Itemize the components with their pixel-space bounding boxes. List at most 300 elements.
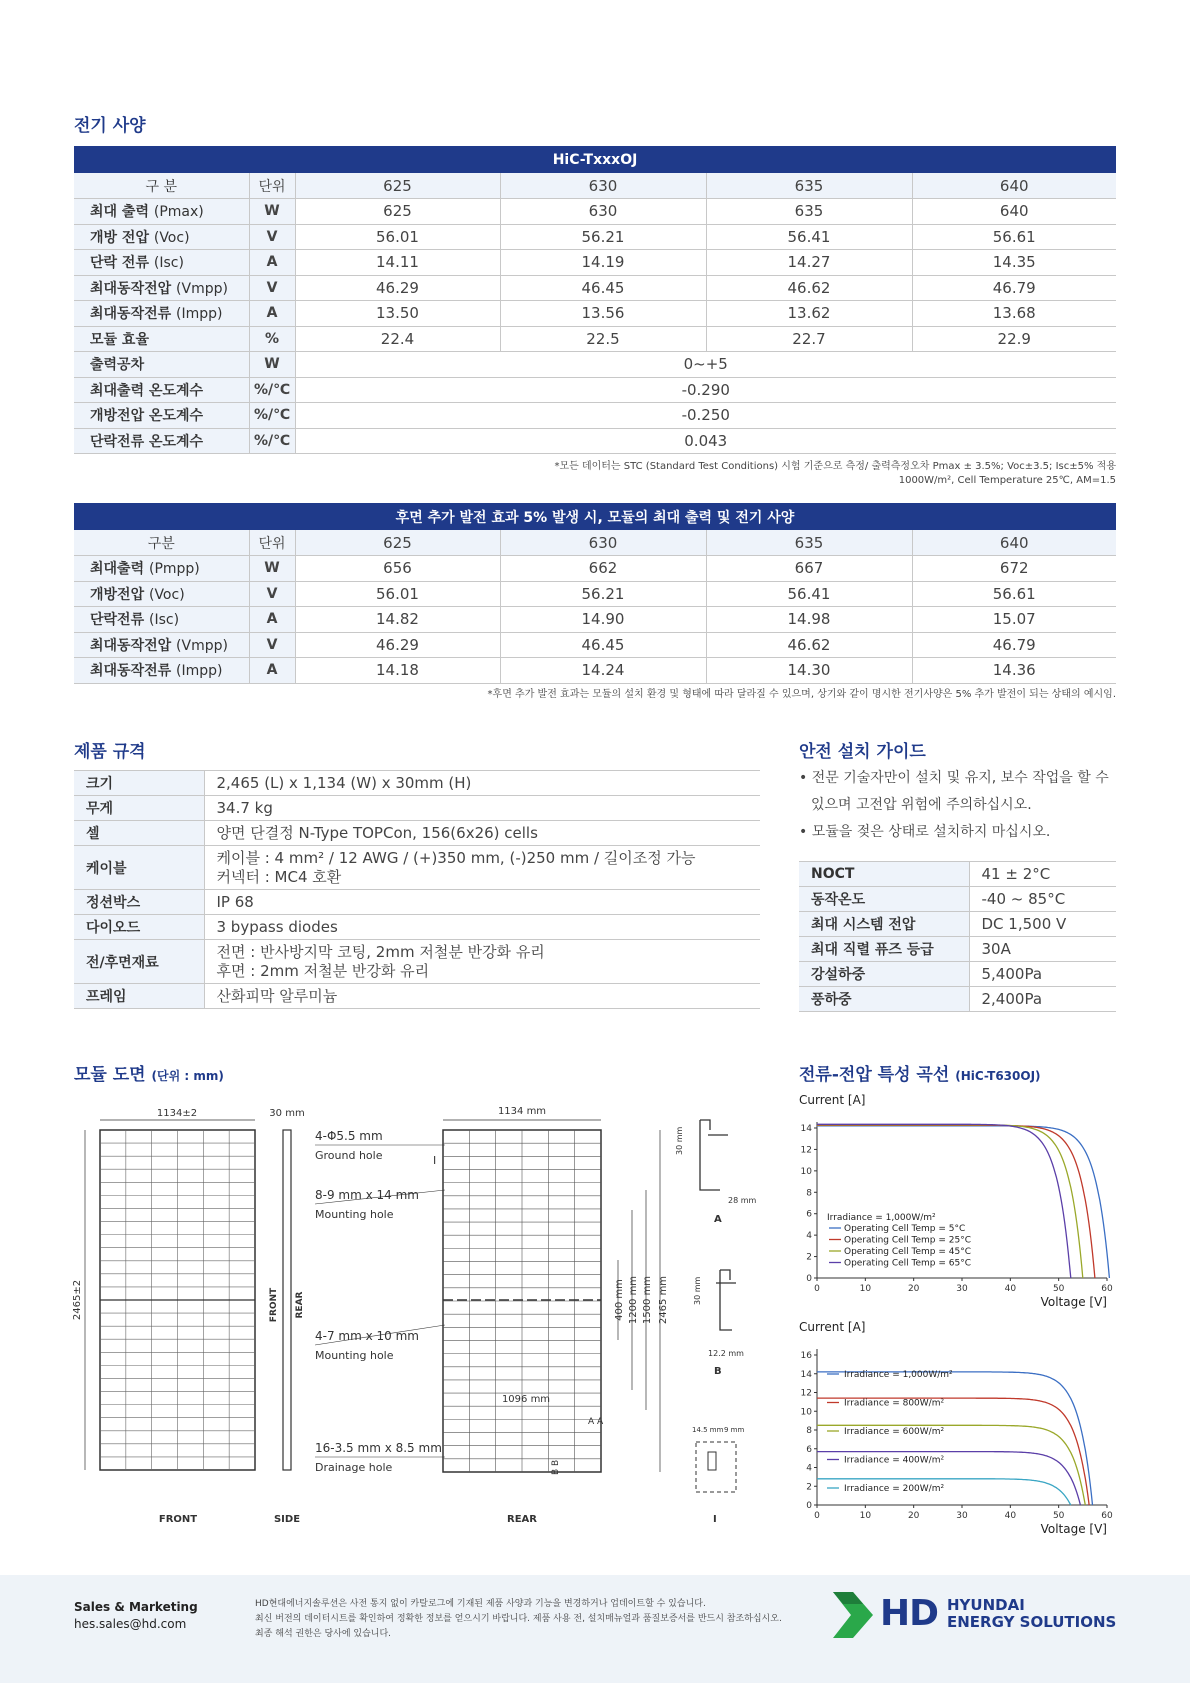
company-name xyxy=(947,1597,1116,1631)
table-cell: 14.90 xyxy=(500,607,706,633)
table-row xyxy=(74,224,1116,250)
disclaimer xyxy=(255,1597,782,1642)
table-cell: 625 xyxy=(295,199,500,225)
product-spec-table xyxy=(74,770,760,1009)
table-cell: 13.56 xyxy=(500,301,706,327)
front-caption: FRONT xyxy=(158,1514,198,1525)
table-cell: 14.11 xyxy=(295,250,500,276)
row-label-sub: (Impp) xyxy=(176,306,223,323)
mark-aa: A A xyxy=(588,1417,604,1427)
spec-key: 전/후면재료 xyxy=(74,940,204,984)
y-tick-label: 4 xyxy=(806,1463,812,1474)
y-tick-label: 12 xyxy=(800,1145,812,1156)
row-label: 최대출력 온도계수 xyxy=(74,377,249,403)
y-tick-label: 8 xyxy=(806,1188,812,1199)
table-cell: 22.5 xyxy=(500,326,706,352)
y-tick-label: 2 xyxy=(806,1252,812,1263)
table-header-row xyxy=(74,530,1116,556)
note-line: 1000W/m², Cell Temperature 25℃, AM=1.5 xyxy=(898,475,1116,486)
row-label-text: 단락 전류 xyxy=(90,255,149,272)
row-label: 개방전압 온도계수 xyxy=(74,403,249,429)
legend-item: Irradiance = 1,000W/m² xyxy=(844,1370,953,1380)
front-height-label: 2465±2 xyxy=(72,1279,83,1321)
table-cell: 14.30 xyxy=(706,658,912,684)
row-label-text: 최대동작전류 xyxy=(90,306,172,323)
chart-xlabel: Voltage [V] xyxy=(1040,1295,1107,1309)
hole2-name: Mounting hole xyxy=(315,1208,394,1221)
spec-value: -40 ~ 85°C xyxy=(969,887,1116,912)
table-cell: 46.29 xyxy=(295,275,500,301)
spec-value-line: 양면 단결정 N-Type TOPCon, 156(6x26) cells xyxy=(216,823,538,842)
x-tick-label: 40 xyxy=(1004,1511,1017,1521)
frame-a-width: 28 mm xyxy=(728,1196,757,1205)
table-cell: 56.01 xyxy=(295,224,500,250)
legend-item: Operating Cell Temp = 5°C xyxy=(844,1224,966,1234)
guide-item: • 모듈을 젖은 상태로 설치하지 마십시오. xyxy=(799,824,1051,840)
iv-model: (HiC-T630OJ) xyxy=(955,1069,1041,1083)
spec-key: 프레임 xyxy=(74,984,204,1009)
spec-value-line: 후면 : 2mm 저철분 반강화 유리 xyxy=(216,961,430,980)
spec-key: NOCT xyxy=(799,862,969,887)
side-caption: SIDE xyxy=(273,1514,301,1525)
table-cell: 14.82 xyxy=(295,607,500,633)
y-tick-label: 0 xyxy=(806,1274,812,1284)
table-cell: 46.29 xyxy=(295,632,500,658)
row-label xyxy=(74,250,249,276)
table-row xyxy=(799,937,1116,962)
table-row xyxy=(74,796,760,821)
side-width-label: 30 mm xyxy=(269,1108,305,1119)
spec-value-line: 산화피막 알루미늄 xyxy=(216,986,338,1005)
chart-ylabel: Current [A] xyxy=(799,1093,866,1107)
y-tick-label: 12 xyxy=(800,1388,812,1399)
table-cell: 46.79 xyxy=(912,632,1116,658)
spec-key: 정션박스 xyxy=(74,890,204,915)
legend-item: Operating Cell Temp = 45°C xyxy=(844,1247,972,1257)
spec-value: DC 1,500 V xyxy=(969,912,1116,937)
spec-value xyxy=(204,915,760,940)
row-unit: V xyxy=(249,581,295,607)
spec-value: 30A xyxy=(969,937,1116,962)
row-unit: V xyxy=(249,224,295,250)
mark-i: I xyxy=(433,1154,437,1167)
spec-value xyxy=(204,771,760,796)
table-row xyxy=(799,887,1116,912)
table-cell: 630 xyxy=(500,199,706,225)
y-tick-label: 10 xyxy=(800,1166,812,1177)
row-label-text: 최대동작전압 xyxy=(90,280,172,297)
sales-email[interactable]: hes.sales@hd.com xyxy=(74,1617,187,1631)
dim-400: 400 mm xyxy=(614,1279,625,1321)
col-header: 635 xyxy=(706,530,912,556)
guide-text: 있으며 고전압 위험에 주의하십시오. xyxy=(811,797,1032,813)
front-width-label: 1134±2 xyxy=(156,1108,198,1119)
bifacial-header: 후면 추가 발전 효과 5% 발생 시, 모듈의 최대 출력 및 전기 사양 xyxy=(74,503,1116,530)
frame-a-height: 30 mm xyxy=(675,1126,684,1155)
note-line: *모든 데이터는 STC (Standard Test Conditions) 시험 기준으로 측정/ 출력측정오차 Pmax ± 3.5%; Voc±3.5; Isc±5% 적용 xyxy=(554,461,1116,472)
col-header: 640 xyxy=(912,173,1116,199)
row-label-text: 단락전류 xyxy=(90,612,145,629)
row-unit: %/℃ xyxy=(249,428,295,454)
col-header: 단위 xyxy=(249,530,295,556)
module-drawing xyxy=(60,1090,780,1530)
table-cell: 14.36 xyxy=(912,658,1116,684)
col-header: 625 xyxy=(295,530,500,556)
spec-value: 41 ± 2°C xyxy=(969,862,1116,887)
col-header: 구분 xyxy=(74,530,249,556)
bifacial-note: *후면 추가 발전 효과는 모듈의 설치 환경 및 형태에 따라 달라질 수 있으며, 상기와 같이 명시한 전기사양은 5% 추가 발전이 되는 상태의 예시임. xyxy=(487,689,1116,700)
row-label-sub: (Isc) xyxy=(153,255,184,272)
row-label-text: 최대 출력 xyxy=(90,204,149,221)
electrical-title: 전기 사양 xyxy=(74,116,146,136)
hole4-name: Drainage hole xyxy=(315,1461,393,1474)
legend-item: Irradiance = 600W/m² xyxy=(844,1427,945,1437)
table-cell: 13.50 xyxy=(295,301,500,327)
row-unit: V xyxy=(249,275,295,301)
table-row xyxy=(74,352,1116,378)
spec-value xyxy=(204,846,760,890)
x-tick-label: 30 xyxy=(956,1284,968,1294)
row-label-text: 최대동작전압 xyxy=(90,637,172,654)
drawing-title-text: 모듈 도면 xyxy=(74,1065,146,1085)
row-label-sub: (Isc) xyxy=(148,612,180,629)
y-tick-label: 0 xyxy=(806,1501,812,1511)
table-cell: -0.290 xyxy=(295,377,1116,403)
chart-ylabel: Current [A] xyxy=(799,1320,866,1334)
table-cell: 14.27 xyxy=(706,250,912,276)
mark-bb: B B xyxy=(551,1459,561,1475)
table-cell: 56.41 xyxy=(706,581,912,607)
side-front-label: FRONT xyxy=(269,1287,279,1323)
x-tick-label: 0 xyxy=(814,1511,820,1521)
table-cell: 667 xyxy=(706,556,912,582)
hole4-size: 16-3.5 mm x 8.5 mm xyxy=(315,1441,442,1455)
frame-b-height: 30 mm xyxy=(693,1276,702,1305)
electrical-note xyxy=(74,460,1116,488)
bifacial-spec-table xyxy=(74,503,1116,684)
x-tick-label: 30 xyxy=(956,1511,968,1521)
spec-key: 최대 직렬 퓨즈 등급 xyxy=(799,937,969,962)
table-cell: 640 xyxy=(912,199,1116,225)
table-cell: 56.01 xyxy=(295,581,500,607)
table-row xyxy=(799,912,1116,937)
table-cell: 14.98 xyxy=(706,607,912,633)
spec-value-line: 전면 : 반사방지막 코팅, 2mm 저철분 반강화 유리 xyxy=(216,942,545,961)
x-tick-label: 60 xyxy=(1101,1511,1113,1521)
table-row xyxy=(74,632,1116,658)
row-label xyxy=(74,199,249,225)
legend-title: Irradiance = 1,000W/m² xyxy=(827,1213,936,1223)
disclaimer-line: 최신 버전의 데이터시트를 확인하여 정확한 정보를 얻으시기 바랍니다. 제품 사용 전, 설치매뉴얼과 품질보증서를 반드시 참조하십시오. xyxy=(255,1614,782,1624)
table-cell: 13.68 xyxy=(912,301,1116,327)
row-unit: %/℃ xyxy=(249,403,295,429)
side-view xyxy=(269,1108,305,1525)
footer xyxy=(0,1575,1190,1683)
row-label-sub: (Impp) xyxy=(176,663,223,680)
spec-key: 풍하중 xyxy=(799,987,969,1012)
row-label-text: 개방전압 xyxy=(90,586,145,603)
table-cell: 22.7 xyxy=(706,326,912,352)
table-cell: 56.61 xyxy=(912,581,1116,607)
table-cell: 672 xyxy=(912,556,1116,582)
disclaimer-line: 최종 해석 권한은 당사에 있습니다. xyxy=(255,1629,392,1639)
table-row xyxy=(74,846,760,890)
rear-view xyxy=(433,1106,669,1525)
rear-inner-width: 1096 mm xyxy=(501,1394,551,1405)
frame-b-width: 12.2 mm xyxy=(708,1349,744,1358)
col-header: 단위 xyxy=(249,173,295,199)
table-cell: 15.07 xyxy=(912,607,1116,633)
spec-key: 다이오드 xyxy=(74,915,204,940)
table-cell: 56.41 xyxy=(706,224,912,250)
dim-1500: 1500 mm xyxy=(642,1275,653,1325)
table-cell: 46.45 xyxy=(500,632,706,658)
row-label-text: 최대출력 xyxy=(90,561,145,578)
spec-key: 최대 시스템 전압 xyxy=(799,912,969,937)
hole1-size: 4-Φ5.5 mm xyxy=(315,1129,383,1143)
table-cell: -0.250 xyxy=(295,403,1116,429)
row-label xyxy=(74,301,249,327)
table-cell: 56.21 xyxy=(500,581,706,607)
front-view xyxy=(72,1108,255,1525)
y-tick-label: 6 xyxy=(806,1209,812,1220)
side-rear-label: REAR xyxy=(295,1291,305,1319)
x-tick-label: 50 xyxy=(1052,1284,1065,1294)
table-row xyxy=(74,890,760,915)
company-line: ENERGY SOLUTIONS xyxy=(947,1613,1117,1631)
iv-chart-irradiance xyxy=(795,1315,1125,1543)
hole3-name: Mounting hole xyxy=(315,1349,394,1362)
spec-key: 케이블 xyxy=(74,846,204,890)
x-tick-label: 20 xyxy=(907,1511,920,1521)
row-label-text: 모듈 효율 xyxy=(90,331,149,348)
row-label: 출력공차 xyxy=(74,352,249,378)
row-unit: W xyxy=(249,556,295,582)
x-tick-label: 10 xyxy=(859,1284,872,1294)
spec-value-line: 34.7 kg xyxy=(216,798,273,817)
disclaimer-line: HD현대에너지솔루션은 사전 통지 없이 카탈로그에 기재된 제품 사양과 기능을 변경하거나 업데이트할 수 있습니다. xyxy=(255,1599,706,1609)
table-cell: 635 xyxy=(706,199,912,225)
spec-value xyxy=(204,821,760,846)
y-tick-label: 6 xyxy=(806,1444,812,1455)
guide-text: 전문 기술자만이 설치 및 유지, 보수 작업을 할 수 xyxy=(811,770,1109,786)
table-cell: 14.19 xyxy=(500,250,706,276)
spec-value-line: 커넥터 : MC4 호환 xyxy=(216,867,342,886)
table-row xyxy=(74,275,1116,301)
table-cell: 56.21 xyxy=(500,224,706,250)
hole1-name: Ground hole xyxy=(315,1149,383,1162)
row-unit: A xyxy=(249,301,295,327)
guide-item xyxy=(799,792,1119,819)
table-row xyxy=(74,428,1116,454)
row-label-text: 최대동작전류 xyxy=(90,663,172,680)
drawing-unit: (단위 : mm) xyxy=(151,1069,224,1083)
y-tick-label: 10 xyxy=(800,1407,812,1418)
table-cell: 662 xyxy=(500,556,706,582)
row-label xyxy=(74,607,249,633)
detail-i-h: 9 mm xyxy=(724,1426,745,1434)
rear-caption: REAR xyxy=(507,1514,537,1525)
row-unit: % xyxy=(249,326,295,352)
spec-key: 크기 xyxy=(74,771,204,796)
y-tick-label: 14 xyxy=(800,1124,812,1134)
row-unit: V xyxy=(249,632,295,658)
row-label xyxy=(74,556,249,582)
table-cell: 0.043 xyxy=(295,428,1116,454)
row-unit: W xyxy=(249,352,295,378)
frame-b-caption: B xyxy=(714,1366,722,1377)
table-header-row xyxy=(74,173,1116,199)
col-header: 630 xyxy=(500,173,706,199)
y-tick-label: 16 xyxy=(800,1351,812,1361)
spec-value-line: 케이블 : 4 mm² / 12 AWG / (+)350 mm, (-)250 mm / 길이조정 가능 xyxy=(216,848,696,867)
table-row xyxy=(74,250,1116,276)
row-label xyxy=(74,224,249,250)
frame-section-a xyxy=(675,1120,757,1225)
table-cell: 656 xyxy=(295,556,500,582)
iv-title-text: 전류-전압 특성 곡선 xyxy=(799,1065,950,1085)
safety-title: 안전 설치 가이드 xyxy=(799,742,926,762)
row-label xyxy=(74,581,249,607)
col-header: 625 xyxy=(295,173,500,199)
x-tick-label: 60 xyxy=(1101,1284,1113,1294)
table-row xyxy=(74,581,1116,607)
table-cell: 14.18 xyxy=(295,658,500,684)
table-row xyxy=(799,862,1116,887)
x-tick-label: 40 xyxy=(1004,1284,1017,1294)
x-tick-label: 0 xyxy=(814,1284,820,1294)
table-row xyxy=(799,962,1116,987)
detail-i-caption: I xyxy=(713,1514,717,1525)
table-row xyxy=(799,987,1116,1012)
detail-i-w: 14.5 mm xyxy=(692,1426,724,1434)
rear-width-label: 1134 mm xyxy=(497,1106,547,1117)
spec-value xyxy=(204,984,760,1009)
x-tick-label: 20 xyxy=(907,1284,920,1294)
spec-key: 셀 xyxy=(74,821,204,846)
table-cell: 46.62 xyxy=(706,632,912,658)
spec-value xyxy=(204,940,760,984)
hole3-size: 4-7 mm x 10 mm xyxy=(315,1329,419,1343)
y-tick-label: 14 xyxy=(800,1369,812,1380)
y-tick-label: 8 xyxy=(806,1426,812,1436)
table-cell: 0~+5 xyxy=(295,352,1116,378)
company-line: HYUNDAI xyxy=(947,1596,1025,1614)
table-cell: 46.45 xyxy=(500,275,706,301)
row-unit: %/℃ xyxy=(249,377,295,403)
table-cell: 56.61 xyxy=(912,224,1116,250)
x-tick-label: 50 xyxy=(1052,1511,1065,1521)
table-cell: 22.9 xyxy=(912,326,1116,352)
y-tick-label: 2 xyxy=(806,1482,812,1493)
spec-value-line: 3 bypass diodes xyxy=(216,917,338,936)
row-label-text: 개방 전압 xyxy=(90,229,149,246)
hd-logo-text: HD xyxy=(880,1593,939,1634)
frame-section-b xyxy=(693,1270,744,1377)
row-label xyxy=(74,632,249,658)
col-header: 640 xyxy=(912,530,1116,556)
x-tick-label: 10 xyxy=(859,1511,872,1521)
row-label: 단락전류 온도계수 xyxy=(74,428,249,454)
product-title: 제품 규격 xyxy=(74,742,146,762)
row-unit: A xyxy=(249,658,295,684)
spec-value-line: 2,465 (L) x 1,134 (W) x 30mm (H) xyxy=(216,773,472,792)
chart-xlabel: Voltage [V] xyxy=(1040,1522,1107,1536)
row-label-sub: (Vmpp) xyxy=(176,280,228,297)
table-row xyxy=(74,658,1116,684)
dim-2465: 2465 mm xyxy=(658,1275,669,1325)
legend-item: Irradiance = 800W/m² xyxy=(844,1398,945,1409)
guide-item: • 전문 기술자만이 설치 및 유지, 보수 작업을 할 수 xyxy=(799,770,1109,786)
spec-value-line: IP 68 xyxy=(216,892,254,911)
hole-callouts xyxy=(315,1129,445,1474)
safety-guide-list xyxy=(799,765,1119,846)
iv-title xyxy=(799,1060,1041,1085)
row-label xyxy=(74,275,249,301)
spec-key: 무게 xyxy=(74,796,204,821)
iv-chart-temperature xyxy=(795,1088,1125,1313)
detail-i xyxy=(692,1426,744,1525)
table-row xyxy=(74,607,1116,633)
row-label-sub: (Pmax) xyxy=(153,204,204,221)
row-label-sub: (Voc) xyxy=(148,586,185,603)
table-row xyxy=(74,301,1116,327)
col-header: 630 xyxy=(500,530,706,556)
model-header: HiC-TxxxOJ xyxy=(74,146,1116,173)
table-row xyxy=(74,940,760,984)
table-row xyxy=(74,326,1116,352)
legend-item: Irradiance = 200W/m² xyxy=(844,1484,945,1494)
table-row xyxy=(74,199,1116,225)
table-cell: 22.4 xyxy=(295,326,500,352)
legend-item: Operating Cell Temp = 65°C xyxy=(844,1258,972,1269)
col-header: 635 xyxy=(706,173,912,199)
table-row xyxy=(74,403,1116,429)
row-label-sub: (Voc) xyxy=(153,229,190,246)
spec-key: 동작온도 xyxy=(799,887,969,912)
spec-value xyxy=(204,796,760,821)
table-cell: 14.35 xyxy=(912,250,1116,276)
row-label xyxy=(74,658,249,684)
spec-value: 2,400Pa xyxy=(969,987,1116,1012)
hd-logo-mark xyxy=(833,1592,875,1638)
safety-spec-table xyxy=(799,861,1116,1012)
table-row xyxy=(74,556,1116,582)
col-header: 구 분 xyxy=(74,173,249,199)
row-label-sub: (Vmpp) xyxy=(176,637,228,654)
table-row xyxy=(74,771,760,796)
row-unit: A xyxy=(249,250,295,276)
row-label-sub: (Pmpp) xyxy=(148,561,200,578)
electrical-spec-table xyxy=(74,146,1116,454)
hole2-size: 8-9 mm x 14 mm xyxy=(315,1188,419,1202)
table-cell: 46.62 xyxy=(706,275,912,301)
table-cell: 13.62 xyxy=(706,301,912,327)
legend-item: Irradiance = 400W/m² xyxy=(844,1455,945,1466)
y-tick-label: 4 xyxy=(806,1231,812,1242)
table-row xyxy=(74,984,760,1009)
guide-text: 모듈을 젖은 상태로 설치하지 마십시오. xyxy=(811,824,1051,840)
table-cell: 14.24 xyxy=(500,658,706,684)
sales-title: Sales & Marketing xyxy=(74,1600,198,1614)
spec-value xyxy=(204,890,760,915)
table-cell: 46.79 xyxy=(912,275,1116,301)
row-label xyxy=(74,326,249,352)
row-unit: W xyxy=(249,199,295,225)
table-row xyxy=(74,821,760,846)
dim-1200: 1200 mm xyxy=(628,1275,639,1325)
frame-a-caption: A xyxy=(714,1214,722,1225)
